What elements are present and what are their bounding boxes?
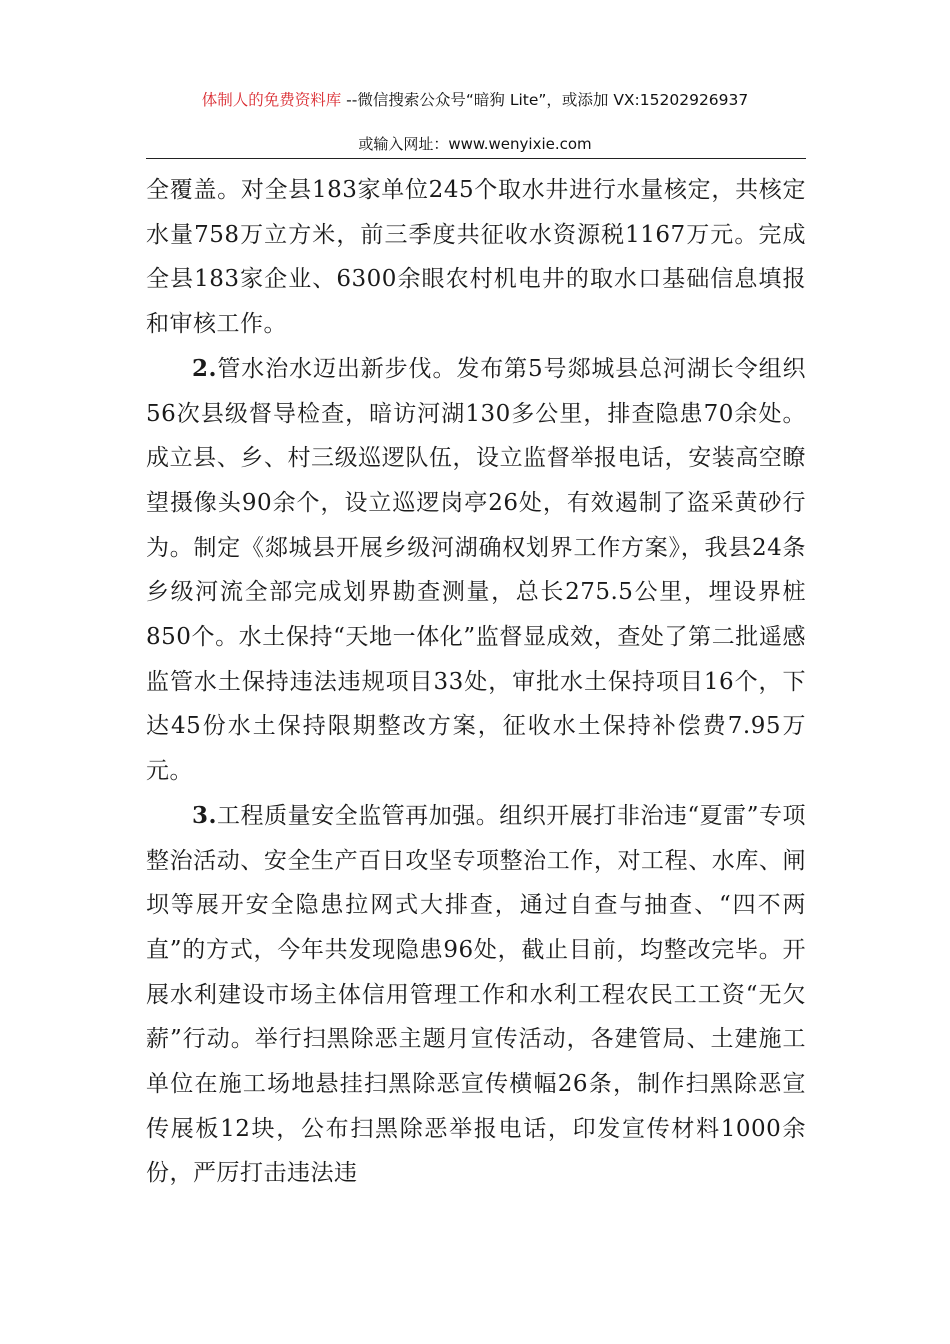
header-contact-info: --微信搜索公众号“暗狗 Lite”，或添加 VX:15202926937 <box>341 91 749 109</box>
paragraph-number: 2. <box>192 354 218 382</box>
paragraph-text: 工程质量安全监管再加强。组织开展打非治违“夏雷”专项整治活动、安全生产百日攻坚专项整治工作，对工程、水库、闸坝等展开安全隐患拉网式大排查，通过自查与抽查、“四不两直”的方式，今年共发现隐患96处，截止目前，均整改完毕。开展水利建设市场主体信用管理工作和水利工程农民工工资“无欠薪”行动。举行扫黑除恶主题月宣传活动，各建管局、土建施工单位在施工场地悬挂扫黑除恶宣传横幅26条，制作扫黑除恶宣传展板12块，公布扫黑除恶举报电话，印发宣传材料1000余份，严厉打击违法违 <box>146 802 806 1187</box>
page-header <box>0 88 950 110</box>
paragraph-text: 管水治水迈出新步伐。发布第5号郯城县总河湖长令组织56次县级督导检查，暗访河湖130多公里，排查隐患70余处。成立县、乡、村三级巡逻队伍，设立监督举报电话，安装高空瞭望摄像头90余个，设立巡逻岗亭26处，有效遏制了盗采黄砂行为。制定《郯城县开展乡级河湖确权划界工作方案》，我县24条乡级河流全部完成划界勘查测量，总长275.5公里，埋设界桩850个。水土保持“天地一体化”监督显成效，查处了第二批遥感监管水土保持违法违规项目33处，审批水土保持项目16个，下达45份水土保持限期整改方案，征收水土保持补偿费7.95万元。 <box>146 355 806 785</box>
paragraph-item-2 <box>146 347 806 794</box>
paragraph-continuation <box>146 168 806 347</box>
paragraph-text: 全覆盖。对全县183家单位245个取水井进行水量核定，共核定水量758万立方米，前三季度共征收水资源税1167万元。完成全县183家企业、6300余眼农村机电井的取水口基础信息填报和审核工作。 <box>146 177 806 338</box>
header-divider <box>146 158 806 159</box>
header-brand: 体制人的免费资料库 <box>201 91 342 109</box>
document-body <box>146 168 806 1196</box>
paragraph-number: 3. <box>192 801 218 829</box>
header-url-line: 或输入网址：www.wenyixie.com <box>358 135 592 153</box>
paragraph-item-3 <box>146 794 806 1196</box>
